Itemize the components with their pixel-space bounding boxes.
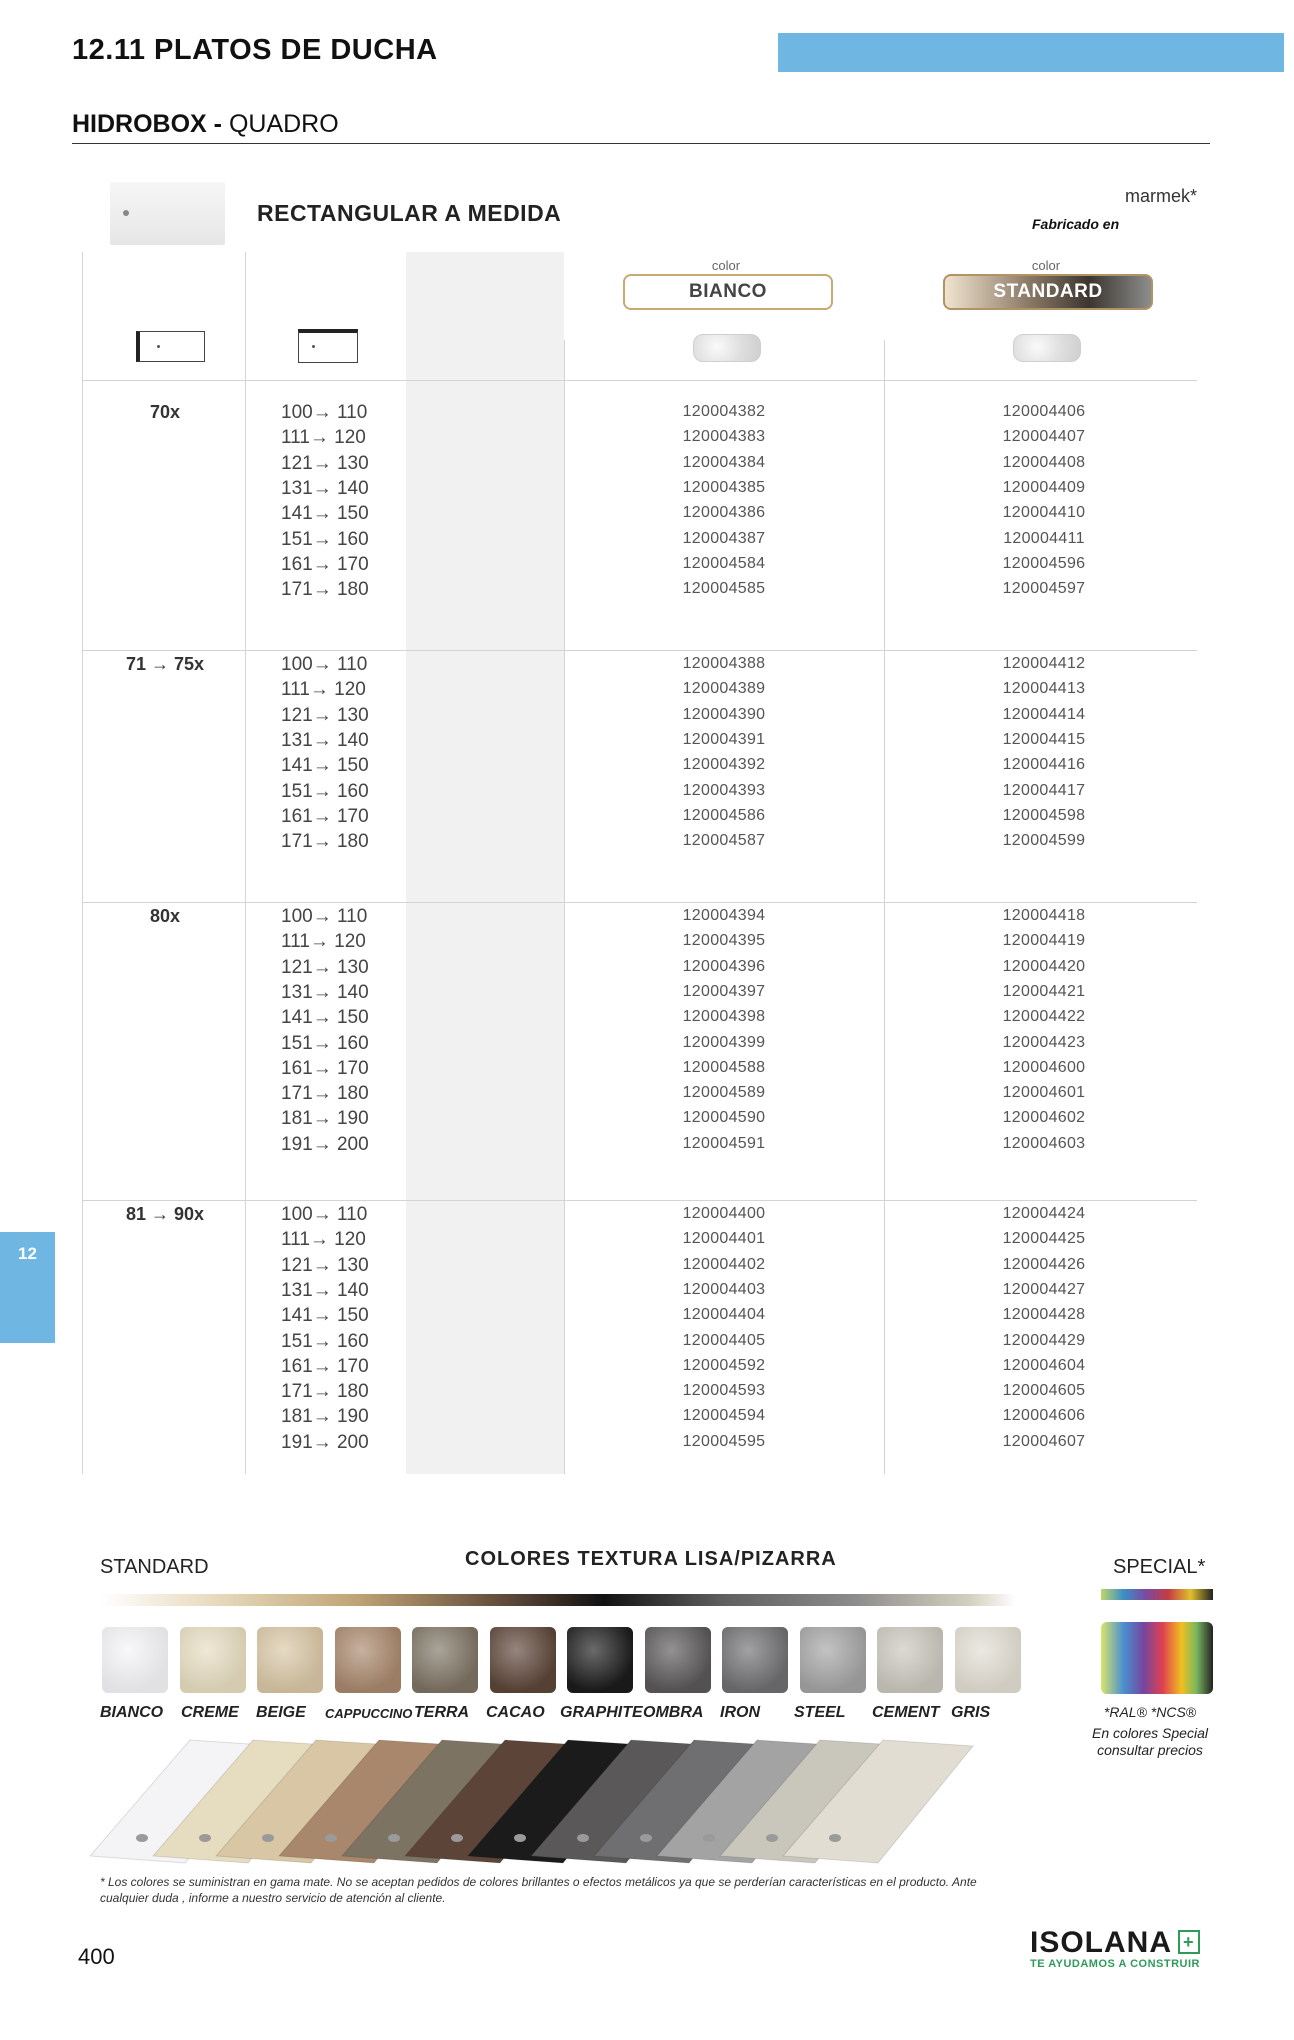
special-note <box>1065 1725 1235 1759</box>
standard-reference-code: 120004421 <box>1002 982 1086 1000</box>
width-dimension-icon <box>136 331 205 362</box>
swatch-label: GRIS <box>951 1704 991 1721</box>
bianco-reference-code: 120004594 <box>682 1407 766 1425</box>
bianco-reference-code: 120004405 <box>682 1331 766 1349</box>
length-range: 111→ 120 <box>281 679 366 701</box>
swatch-label: TERRA <box>414 1704 470 1721</box>
column-separator <box>884 340 885 1474</box>
length-range: 121→ 130 <box>281 1254 369 1276</box>
bianco-reference-code: 120004383 <box>682 428 766 446</box>
swatch-bianco[interactable] <box>102 1627 168 1693</box>
length-range: 141→ 150 <box>281 1007 369 1029</box>
logo-tagline: TE AYUDAMOS A CONSTRUIR <box>1030 1958 1200 1970</box>
swatch-label: CREME <box>181 1704 239 1721</box>
standard-reference-code: 120004406 <box>1002 403 1086 420</box>
standard-reference-code: 120004409 <box>1002 478 1086 496</box>
length-range: 131→ 140 <box>281 477 369 499</box>
bianco-reference-code: 120004394 <box>682 907 766 924</box>
page-title: 12.11 PLATOS DE DUCHA <box>72 34 438 66</box>
bianco-reference-code: 120004588 <box>682 1058 766 1076</box>
drain-icon <box>640 1834 652 1842</box>
drain-icon <box>136 1834 148 1842</box>
length-range: 100→ 110 <box>281 906 368 927</box>
length-range: 161→ 170 <box>281 553 369 575</box>
swatch-gris[interactable] <box>955 1627 1021 1693</box>
width-range: 71 → 75x <box>125 654 205 674</box>
bianco-reference-code: 120004387 <box>682 529 766 547</box>
standard-reference-code: 120004604 <box>1002 1356 1086 1374</box>
standard-reference-code: 120004600 <box>1002 1058 1086 1076</box>
length-range: 161→ 170 <box>281 1355 369 1377</box>
standard-reference-code: 120004599 <box>1002 832 1086 850</box>
special-gradient-bar <box>1101 1589 1213 1600</box>
standard-reference-code: 120004408 <box>1002 453 1086 471</box>
length-range: 111→ 120 <box>281 1229 366 1251</box>
swatch-label: BEIGE <box>256 1704 306 1721</box>
length-dimension-icon <box>298 329 358 363</box>
swatch-cappuccino[interactable] <box>335 1627 401 1693</box>
texture-swatch-icon <box>693 334 761 362</box>
length-range: 151→ 160 <box>281 528 369 550</box>
made-in-label: Fabricado en <box>1032 216 1120 232</box>
swatch-label: BIANCO <box>100 1704 164 1721</box>
standard-reference-code: 120004603 <box>1002 1134 1086 1152</box>
standard-reference-code: 120004425 <box>1002 1230 1086 1248</box>
length-range: 141→ 150 <box>281 503 369 525</box>
drain-icon <box>451 1834 463 1842</box>
swatch-creme[interactable] <box>180 1627 246 1693</box>
chapter-tab[interactable] <box>0 1232 55 1343</box>
colors-title: COLORES TEXTURA LISA/PIZARRA <box>465 1548 837 1570</box>
drain-icon <box>199 1834 211 1842</box>
standard-reference-code: 120004422 <box>1002 1008 1086 1026</box>
bianco-reference-code: 120004384 <box>682 453 766 471</box>
bianco-reference-code: 120004398 <box>682 1008 766 1026</box>
swatch-label: CACAO <box>486 1704 545 1721</box>
swatch-label: STEEL <box>794 1704 846 1721</box>
length-range: 181→ 190 <box>281 1108 369 1130</box>
bianco-reference-code: 120004385 <box>682 478 766 496</box>
length-range: 151→ 160 <box>281 780 369 802</box>
drain-icon <box>829 1834 841 1842</box>
standard-reference-code: 120004418 <box>1002 907 1086 924</box>
length-range: 121→ 130 <box>281 956 369 978</box>
standard-reference-code: 120004426 <box>1002 1255 1086 1273</box>
bianco-reference-code: 120004400 <box>682 1205 766 1222</box>
bianco-reference-code: 120004389 <box>682 680 766 698</box>
product-heading: RECTANGULAR A MEDIDA <box>257 200 562 226</box>
subtitle-bold: HIDROBOX - <box>72 110 229 138</box>
standard-reference-code: 120004607 <box>1002 1432 1086 1450</box>
standard-column-header: STANDARD <box>943 274 1153 310</box>
tray-color-illustration <box>80 1738 1080 1868</box>
length-range: 100→ 110 <box>281 402 368 423</box>
standard-reference-code: 120004596 <box>1002 554 1086 572</box>
spacer-column <box>406 252 564 1474</box>
swatch-iron[interactable] <box>722 1627 788 1693</box>
length-range: 111→ 120 <box>281 427 366 449</box>
swatch-label: GRAPHITE <box>560 1704 643 1721</box>
bianco-reference-code: 120004393 <box>682 781 766 799</box>
standard-reference-code: 120004602 <box>1002 1109 1086 1127</box>
header-accent-bar <box>778 33 1284 72</box>
standard-gradient-bar <box>100 1594 1016 1606</box>
plus-icon: + <box>1178 1930 1200 1954</box>
bianco-reference-code: 120004593 <box>682 1382 766 1400</box>
standard-reference-code: 120004598 <box>1002 806 1086 824</box>
length-range: 100→ 110 <box>281 1204 368 1225</box>
swatch-cacao[interactable] <box>490 1627 556 1693</box>
length-range: 191→ 200 <box>281 1431 369 1453</box>
standard-reference-code: 120004414 <box>1002 705 1086 723</box>
standard-reference-code: 120004420 <box>1002 957 1086 975</box>
swatch-label: CAPPUCCINO <box>325 1706 413 1721</box>
bianco-reference-code: 120004591 <box>682 1134 766 1152</box>
bianco-reference-code: 120004587 <box>682 832 766 850</box>
swatch-steel[interactable] <box>800 1627 866 1693</box>
drain-icon <box>262 1834 274 1842</box>
swatch-label: OMBRA <box>643 1704 704 1721</box>
drain-icon <box>325 1834 337 1842</box>
standard-reference-code: 120004407 <box>1002 428 1086 446</box>
bianco-color-label: color <box>711 258 741 273</box>
bianco-reference-code: 120004403 <box>682 1280 766 1298</box>
bianco-reference-code: 120004390 <box>682 705 766 723</box>
standard-reference-code: 120004415 <box>1002 730 1086 748</box>
bianco-reference-code: 120004396 <box>682 957 766 975</box>
bianco-reference-code: 120004584 <box>682 554 766 572</box>
swatch-terra[interactable] <box>412 1627 478 1693</box>
product-thumbnail <box>110 182 225 245</box>
column-separator <box>564 340 565 1474</box>
standard-reference-code: 120004597 <box>1002 580 1086 598</box>
bianco-reference-code: 120004401 <box>682 1230 766 1248</box>
drain-icon <box>577 1834 589 1842</box>
length-range: 181→ 190 <box>281 1406 369 1428</box>
special-note-line-2: consultar precios <box>1097 1742 1203 1758</box>
length-range: 141→ 150 <box>281 1305 369 1327</box>
bianco-reference-code: 120004585 <box>682 580 766 598</box>
length-range: 141→ 150 <box>281 755 369 777</box>
bianco-reference-code: 120004392 <box>682 756 766 774</box>
row-separator <box>82 902 1197 903</box>
row-separator <box>82 650 1197 651</box>
product-line-title <box>72 110 339 139</box>
swatch-label: IRON <box>720 1704 760 1721</box>
special-note-line-1: En colores Special <box>1092 1725 1208 1741</box>
length-range: 191→ 200 <box>281 1133 369 1155</box>
drain-icon <box>123 210 129 216</box>
bianco-reference-code: 120004592 <box>682 1356 766 1374</box>
drain-icon <box>766 1834 778 1842</box>
standard-reference-code: 120004417 <box>1002 781 1086 799</box>
standard-reference-code: 120004413 <box>1002 680 1086 698</box>
length-range: 121→ 130 <box>281 452 369 474</box>
standard-reference-code: 120004411 <box>1003 529 1085 547</box>
width-range: 70x <box>149 402 181 422</box>
swatch-cement[interactable] <box>877 1627 943 1693</box>
bianco-reference-code: 120004395 <box>682 932 766 950</box>
column-separator <box>82 252 83 1474</box>
row-separator <box>82 380 1197 381</box>
swatch-label: CEMENT <box>872 1704 940 1721</box>
logo-wordmark <box>1030 1926 1220 1960</box>
special-label: SPECIAL* <box>1113 1556 1206 1578</box>
standard-reference-code: 120004416 <box>1002 756 1086 774</box>
bianco-reference-code: 120004397 <box>682 982 766 1000</box>
standard-reference-code: 120004606 <box>1002 1407 1086 1425</box>
texture-swatch-icon <box>1013 334 1081 362</box>
bianco-reference-code: 120004404 <box>682 1306 766 1324</box>
length-range: 151→ 160 <box>281 1032 369 1054</box>
length-range: 131→ 140 <box>281 729 369 751</box>
length-range: 100→ 110 <box>281 654 368 675</box>
chapter-number: 12 <box>18 1244 37 1263</box>
standard-reference-code: 120004410 <box>1002 504 1086 522</box>
bianco-reference-code: 120004402 <box>682 1255 766 1273</box>
length-range: 151→ 160 <box>281 1330 369 1352</box>
bianco-reference-code: 120004586 <box>682 806 766 824</box>
bianco-column-header: BIANCO <box>623 274 833 310</box>
width-range: 80x <box>149 906 181 926</box>
drain-icon <box>388 1834 400 1842</box>
special-color-swatch[interactable] <box>1101 1622 1213 1694</box>
bianco-reference-code: 120004391 <box>682 730 766 748</box>
drain-icon <box>514 1834 526 1842</box>
standard-reference-code: 120004429 <box>1002 1331 1086 1349</box>
length-range: 171→ 180 <box>281 1381 369 1403</box>
length-range: 131→ 140 <box>281 981 369 1003</box>
drain-icon <box>703 1834 715 1842</box>
length-range: 161→ 170 <box>281 805 369 827</box>
standard-reference-code: 120004424 <box>1002 1205 1086 1222</box>
bianco-reference-code: 120004590 <box>682 1109 766 1127</box>
swatch-ombra[interactable] <box>645 1627 711 1693</box>
standard-reference-code: 120004412 <box>1002 655 1086 672</box>
bianco-reference-code: 120004386 <box>682 504 766 522</box>
swatch-graphite[interactable] <box>567 1627 633 1693</box>
subtitle-divider <box>72 143 1210 144</box>
bianco-reference-code: 120004589 <box>682 1084 766 1102</box>
column-separator <box>245 252 246 1474</box>
standard-reference-code: 120004428 <box>1002 1306 1086 1324</box>
bianco-reference-code: 120004388 <box>682 655 766 672</box>
length-range: 171→ 180 <box>281 1083 369 1105</box>
length-range: 121→ 130 <box>281 704 369 726</box>
standard-reference-code: 120004605 <box>1002 1382 1086 1400</box>
footnote: * Los colores se suministran en gama mate. No se aceptan pedidos de colores brillantes o efectos metálicos ya que se perderían características en el producto. Ante cualquier duda , informe a nuestro servicio de atención al cliente. <box>100 1875 977 1905</box>
length-range: 111→ 120 <box>281 931 366 953</box>
length-range: 171→ 180 <box>281 831 369 853</box>
length-range: 161→ 170 <box>281 1057 369 1079</box>
length-range: 171→ 180 <box>281 579 369 601</box>
logo-name: ISOLANA <box>1030 1926 1172 1959</box>
company-logo[interactable] <box>1030 1926 1220 1970</box>
page-number: 400 <box>78 1944 115 1969</box>
brand-logo: marmek* <box>1125 186 1198 206</box>
swatch-beige[interactable] <box>257 1627 323 1693</box>
ral-ncs-text: *RAL® *NCS® <box>1103 1704 1197 1720</box>
standard-reference-code: 120004419 <box>1002 932 1086 950</box>
bianco-reference-code: 120004595 <box>682 1432 766 1450</box>
length-range: 131→ 140 <box>281 1279 369 1301</box>
bianco-reference-code: 120004399 <box>682 1033 766 1051</box>
standard-color-label: color <box>1031 258 1061 273</box>
subtitle-light: QUADRO <box>228 110 339 138</box>
standard-reference-code: 120004427 <box>1002 1280 1086 1298</box>
row-separator <box>82 1200 1197 1201</box>
standard-reference-code: 120004423 <box>1002 1033 1086 1051</box>
bianco-reference-code: 120004382 <box>682 403 766 420</box>
standard-reference-code: 120004601 <box>1002 1084 1086 1102</box>
standard-label: STANDARD <box>100 1556 209 1578</box>
width-range: 81 → 90x <box>125 1204 205 1224</box>
